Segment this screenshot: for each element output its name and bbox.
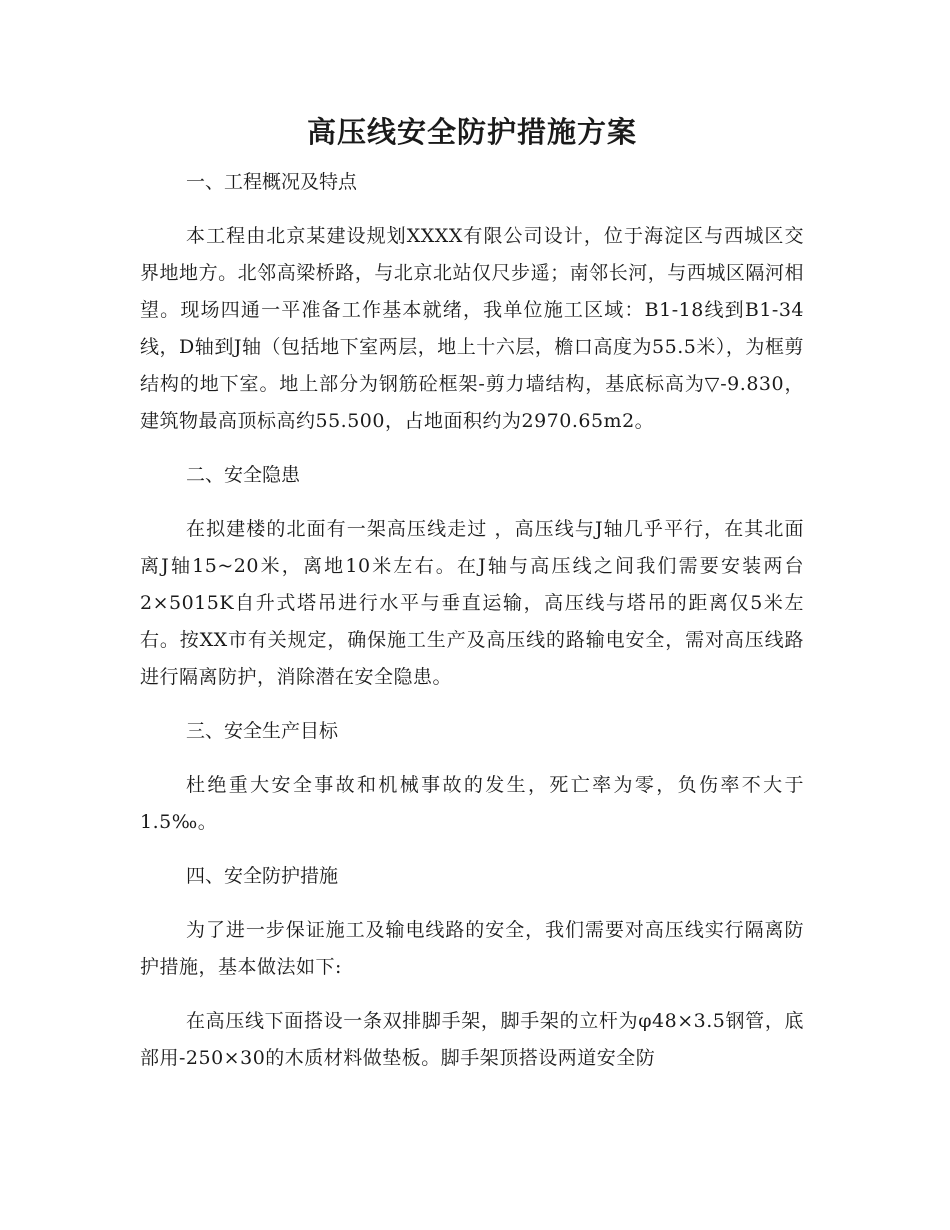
- paragraph-hazards: 在拟建楼的北面有一架高压线走过 ，高压线与J轴几乎平行，在其北面离J轴15~20米，离地10米左右。在J轴与高压线之间我们需要安装两台2×5015K自升式塔吊进行水平与垂直运输，高压线与塔吊的距离仅5米左右。按XX市有关规定，确保施工生产及高压线的路输电安全，需对高压线路进行隔离防护，消除潜在安全隐患。: [140, 518, 804, 688]
- section-heading-hazards: 二、安全隐患: [186, 464, 301, 486]
- paragraph-safety-goal: 杜绝重大安全事故和机械事故的发生，死亡率为零，负伤率不大于1.5‰。: [140, 774, 804, 833]
- paragraph-protection-intro: 为了进一步保证施工及输电线路的安全，我们需要对高压线实行隔离防护措施，基本做法如下:: [140, 919, 804, 978]
- paragraph-scaffold: 在高压线下面搭设一条双排脚手架，脚手架的立杆为φ48×3.5钢管，底部用-250×30的木质材料做垫板。脚手架顶搭设两道安全防: [140, 1010, 804, 1069]
- section-heading-protection-measures: 四、安全防护措施: [186, 865, 339, 887]
- section-heading-safety-goal: 三、安全生产目标: [186, 720, 339, 742]
- document-title: 高压线安全防护措施方案: [306, 115, 637, 149]
- section-heading-overview: 一、工程概况及特点: [186, 171, 358, 193]
- paragraph-overview: 本工程由北京某建设规划XXXX有限公司设计，位于海淀区与西城区交界地地方。北邻高梁桥路，与北京北站仅尺步遥；南邻长河，与西城区隔河相望。现场四通一平准备工作基本就绪，我单位施工区域：B1-18线到B1-34线，D轴到J轴（包括地下室两层，地上十六层，檐口高度为55.5米），为框剪结构的地下室。地上部分为钢筋砼框架-剪力墙结构，基底标高为▽-9.830，建筑物最高顶标高约55.500，占地面积约为2970.65m2。: [140, 225, 804, 432]
- document-page: [140, 108, 804, 1077]
